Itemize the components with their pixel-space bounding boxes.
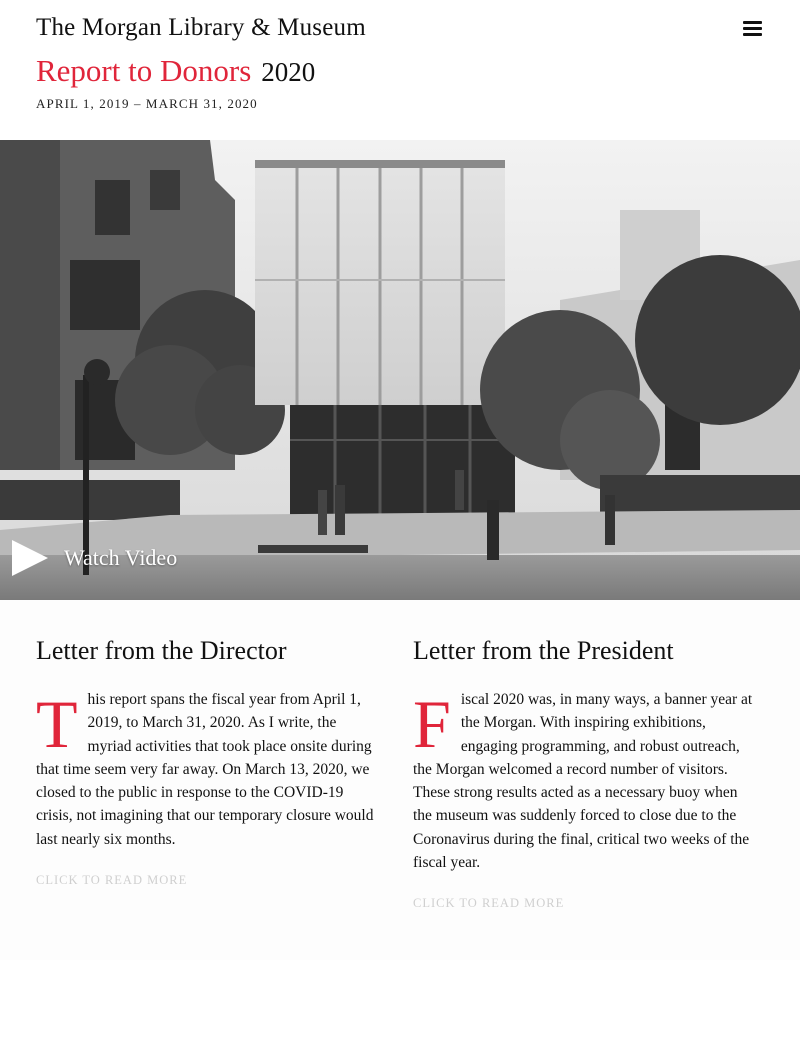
date-range: APRIL 1, 2019 – MARCH 31, 2020 (36, 96, 258, 111)
report-title-text: Report to Donors (36, 53, 252, 88)
report-year: 2020 (261, 57, 316, 87)
letter-director (36, 636, 380, 889)
letter-president-heading[interactable]: Letter from the President (413, 636, 674, 665)
watch-video-label[interactable]: Watch Video (64, 545, 178, 570)
letter-director-text: his report spans the fiscal year from April 1, 2019, to March 31, 2020. As I write, the myriad activities that took place onsite during that time seem very far away. On March 13, 2020, we closed to the public in response to the COVID-19 crisis, not imagining that our temporary closure would last nearly six months. (36, 691, 374, 848)
hero-image[interactable] (0, 140, 800, 600)
report-title (36, 53, 315, 89)
page-header (0, 0, 800, 140)
menu-bar (743, 27, 762, 30)
menu-bar (743, 21, 762, 24)
hamburger-menu-icon[interactable] (743, 20, 762, 37)
letter-director-heading[interactable]: Letter from the Director (36, 636, 287, 665)
play-icon[interactable] (12, 540, 48, 576)
dropcap: F (413, 686, 451, 762)
letter-president (413, 636, 757, 912)
letters-section (0, 600, 800, 960)
museum-photo (0, 140, 800, 600)
letter-director-body (36, 688, 380, 851)
dropcap: T (36, 686, 78, 762)
site-title[interactable]: The Morgan Library & Museum (36, 14, 366, 41)
letter-president-text: iscal 2020 was, in many ways, a banner year at the Morgan. With inspiring exhibitions, engaging programming, and robust outreach, the Morgan welcomed a record number of visitors. These strong results acted as a necessary buoy when the museum was suddenly forced to close due to the Coronavirus during the final, critical two weeks of the fiscal year. (413, 691, 753, 872)
watch-video-button[interactable] (12, 538, 177, 578)
menu-bar (743, 33, 762, 36)
read-more-link[interactable]: CLICK TO READ MORE (413, 896, 565, 911)
page-bottom-space (0, 960, 800, 1037)
letter-president-body (413, 688, 757, 874)
read-more-link[interactable]: CLICK TO READ MORE (36, 873, 188, 888)
